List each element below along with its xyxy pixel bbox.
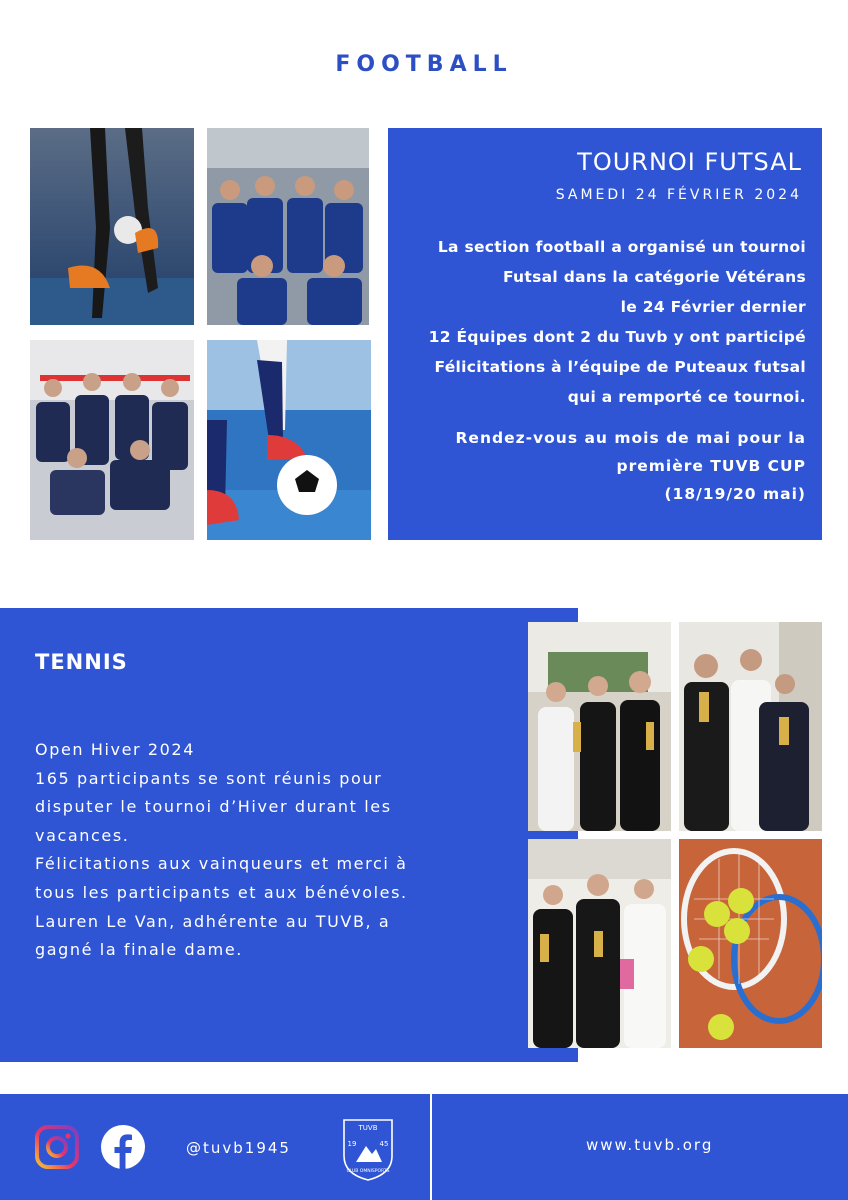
- footer: [0, 1094, 848, 1200]
- tennis-line: Félicitations aux vainqueurs et merci à: [35, 854, 408, 874]
- futsal-line: le 24 Février dernier: [620, 298, 806, 316]
- futsal-description: [396, 232, 806, 412]
- facebook-icon[interactable]: [101, 1125, 145, 1169]
- tennis-title: TENNIS: [35, 650, 128, 674]
- futsal-line: 12 Équipes dont 2 du Tuvb y ont participé: [428, 328, 806, 346]
- tuvb-logo: [340, 1116, 396, 1182]
- tennis-line: Lauren Le Van, adhérente au TUVB, a: [35, 911, 391, 931]
- photo-futsal-player-feet: [30, 128, 194, 325]
- photo-tennis-winners-2: [679, 622, 822, 831]
- logo-text: TUVB: [358, 1124, 378, 1132]
- futsal-title: TOURNOI FUTSAL: [577, 148, 802, 176]
- tennis-line: vacances.: [35, 825, 130, 845]
- photo-futsal-team-blue: [207, 128, 369, 325]
- tennis-line: gagné la finale dame.: [35, 940, 243, 960]
- photo-futsal-ball-foot: [207, 340, 371, 540]
- tennis-line: Open Hiver 2024: [35, 740, 195, 759]
- tennis-line: 165 participants se sont réunis pour: [35, 768, 383, 788]
- photo-futsal-team-navy: [30, 340, 194, 540]
- futsal-cta-line: Rendez-vous au mois de mai pour la: [455, 429, 806, 447]
- futsal-announcement: [386, 424, 806, 508]
- website-link[interactable]: www.tuvb.org: [586, 1136, 714, 1154]
- tennis-description: [35, 736, 565, 965]
- photo-tennis-winners-1: [528, 622, 671, 831]
- tennis-line: tous les participants et aux bénévoles.: [35, 882, 408, 902]
- futsal-line: qui a remporté ce tournoi.: [567, 388, 806, 406]
- photo-tennis-rackets-balls: [679, 839, 822, 1048]
- photo-tennis-winners-3: [528, 839, 671, 1048]
- tennis-line: disputer le tournoi d’Hiver durant les: [35, 797, 392, 817]
- futsal-panel: [388, 128, 822, 540]
- logo-subtitle: CLUB OMNISPORTS: [346, 1169, 390, 1174]
- futsal-cta-line: (18/19/20 mai): [664, 485, 806, 503]
- instagram-handle[interactable]: @tuvb1945: [186, 1139, 291, 1157]
- futsal-line: Futsal dans la catégorie Vétérans: [502, 268, 806, 286]
- futsal-line: Félicitations à l’équipe de Puteaux futsal: [434, 358, 806, 376]
- futsal-cta-line: première TUVB CUP: [616, 457, 806, 475]
- futsal-line: La section football a organisé un tournoi: [437, 238, 806, 256]
- futsal-date: SAMEDI 24 FÉVRIER 2024: [555, 187, 802, 203]
- instagram-icon[interactable]: [35, 1125, 79, 1169]
- tennis-panel: [0, 608, 578, 1062]
- logo-year-right: 45: [379, 1140, 389, 1148]
- page-title: FOOTBALL: [335, 52, 513, 77]
- footer-divider: [430, 1094, 432, 1200]
- logo-year-left: 19: [347, 1140, 357, 1148]
